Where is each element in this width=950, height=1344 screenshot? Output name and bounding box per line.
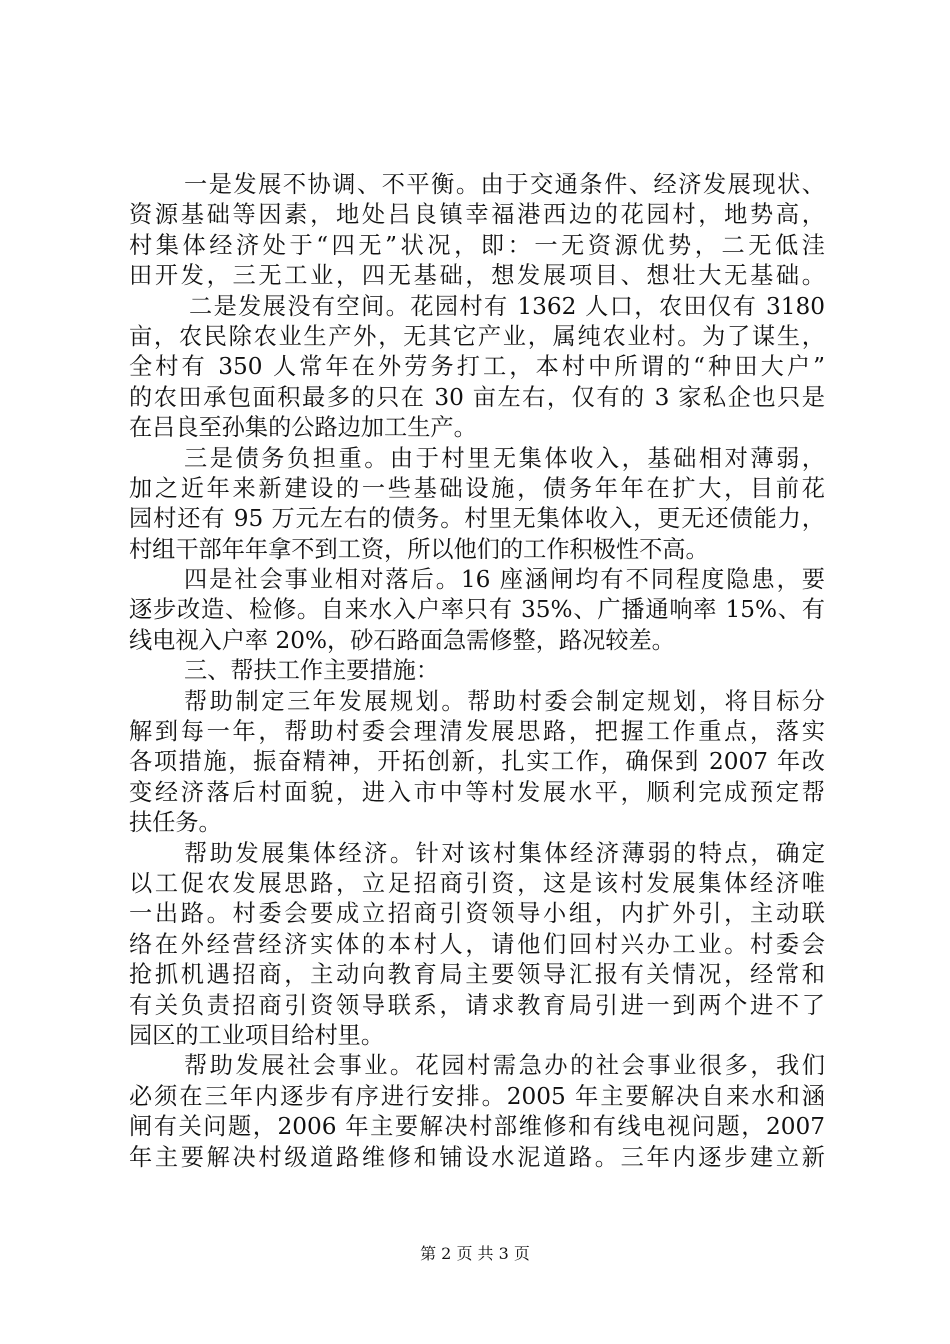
- text-line: 帮助制定三年发展规划。帮助村委会制定规划，将目标分: [184, 687, 825, 715]
- text-line: 帮助发展集体经济。针对该村集体经济薄弱的特点，确定: [184, 839, 825, 867]
- document-body: [129, 170, 825, 1173]
- text-line: 年主要解决村级道路维修和铺设水泥道路。三年内逐步建立新: [129, 1143, 825, 1171]
- text-line: 的农田承包面积最多的只在 30 亩左右，仅有的 3 家私企也只是: [129, 383, 825, 411]
- text-line: 一出路。村委会要成立招商引资领导小组，内扩外引，主动联: [129, 900, 825, 928]
- text-line: 扶任务。: [129, 809, 222, 837]
- text-line: 加之近年来新建设的一些基础设施，债务年年在扩大，目前花: [129, 474, 825, 502]
- text-line: 必须在三年内逐步有序进行安排。2005 年主要解决自来水和涵: [129, 1082, 825, 1110]
- text-line: 各项措施，振奋精神，开拓创新，扎实工作，确保到 2007 年改: [129, 748, 825, 776]
- text-line: 解到每一年，帮助村委会理清发展思路，把握工作重点，落实: [129, 718, 825, 746]
- text-line: 二是发展没有空间。花园村有 1362 人口，农田仅有 3180: [189, 292, 825, 320]
- text-line: 络在外经营经济实体的本村人，请他们回村兴办工业。村委会: [129, 930, 825, 958]
- text-line: 资源基础等因素，地处吕良镇幸福港西边的花园村，地势高，: [129, 201, 825, 229]
- text-line: 以工促农发展思路，立足招商引资，这是该村发展集体经济唯: [129, 869, 825, 897]
- page-number-footer: 第 2 页 共 3 页: [420, 1244, 530, 1263]
- text-line: 园区的工业项目给村里。: [129, 1021, 385, 1049]
- text-line: 帮助发展社会事业。花园村需急办的社会事业很多，我们: [184, 1052, 825, 1080]
- text-line: 全村有 350 人常年在外劳务打工，本村中所谓的“种田大户”: [129, 353, 825, 381]
- text-line: 在吕良至孙集的公路边加工生产。: [129, 414, 477, 442]
- text-line: 亩，农民除农业生产外，无其它产业，属纯农业村。为了谋生，: [129, 322, 825, 350]
- text-line: 线电视入户率 20%，砂石路面急需修整，路况较差。: [129, 626, 675, 654]
- text-line: 变经济落后村面貌，进入市中等村发展水平，顺利完成预定帮: [129, 778, 825, 806]
- text-line: 抢抓机遇招商，主动向教育局主要领导汇报有关情况，经常和: [129, 961, 825, 989]
- text-line: 三是债务负担重。由于村里无集体收入，基础相对薄弱，: [184, 444, 825, 472]
- text-line: 园村还有 95 万元左右的债务。村里无集体收入，更无还债能力，: [129, 505, 825, 533]
- section-heading: 三、帮扶工作主要措施：: [184, 657, 440, 685]
- text-line: 一是发展不协调、不平衡。由于交通条件、经济发展现状、: [184, 171, 825, 198]
- text-line: 有关负责招商引资领导联系，请求教育局引进一到两个进不了: [129, 991, 825, 1019]
- text-line: 村组干部年年拿不到工资，所以他们的工作积极性不高。: [129, 535, 709, 563]
- text-line: 村集体经济处于“四无”状况，即：一无资源优势，二无低洼: [129, 231, 825, 259]
- text-line: 逐步改造、检修。自来水入户率只有 35%、广播通响率 15%、有: [129, 596, 825, 624]
- text-line: 四是社会事业相对落后。16 座涵闸均有不同程度隐患，要: [184, 566, 825, 594]
- text-line: 田开发，三无工业，四无基础，想发展项目、想壮大无基础。: [129, 262, 825, 290]
- text-line: 闸有关问题，2006 年主要解决村部维修和有线电视问题，2007: [129, 1113, 825, 1141]
